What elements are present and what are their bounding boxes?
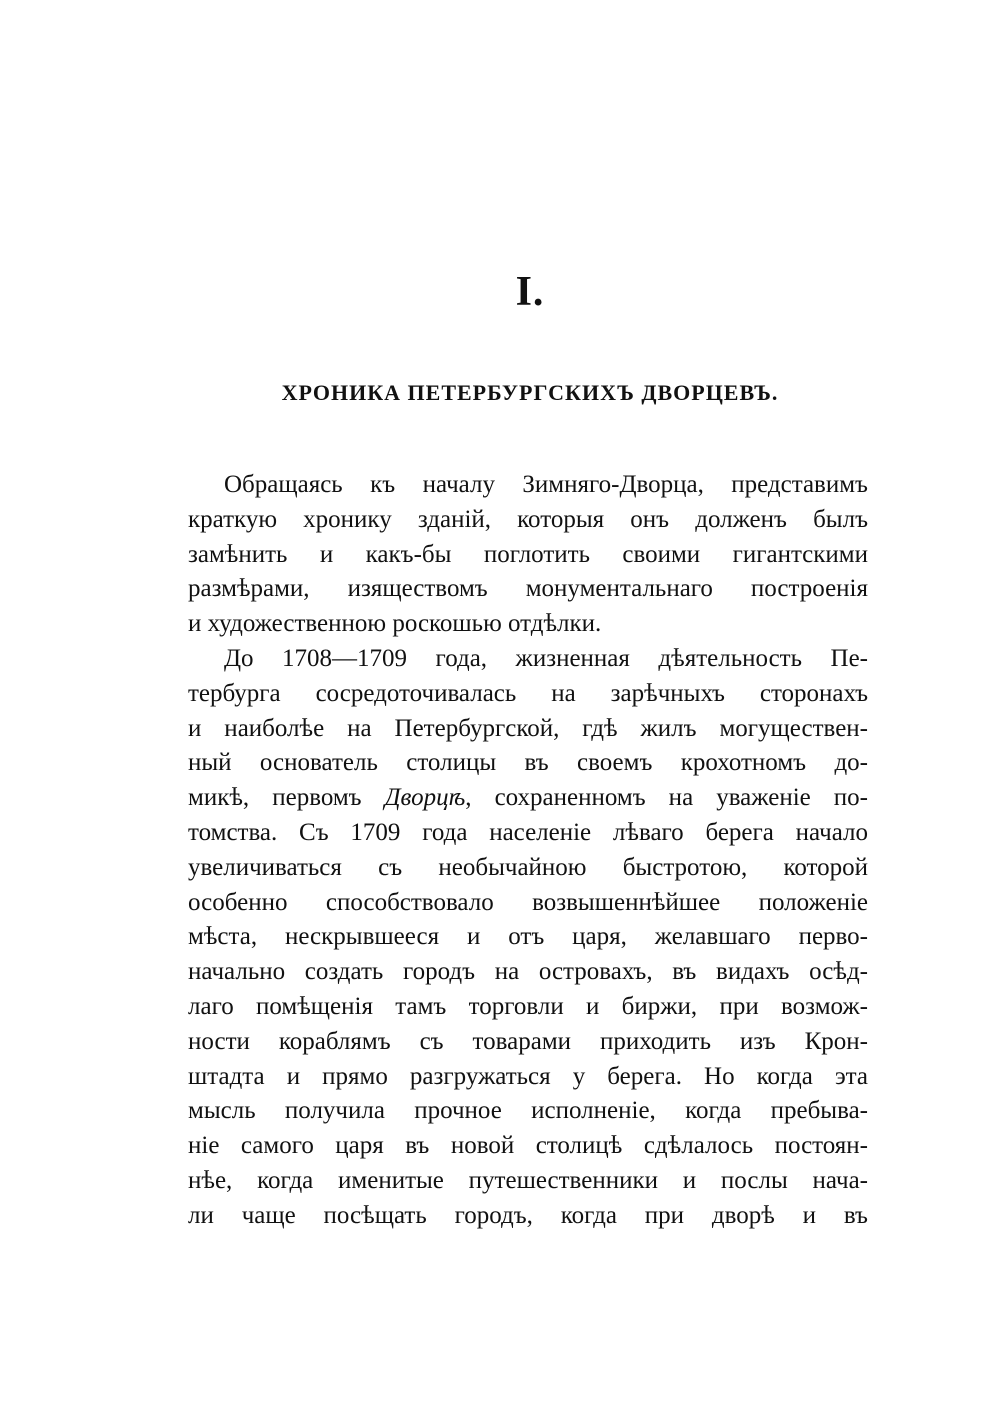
text-line: замѣнить и какъ-бы поглотить своими гигантскими [188, 540, 868, 568]
chapter-title: ХРОНИКА ПЕТЕРБУРГСКИХЪ ДВОРЦЕВЪ. [281, 380, 779, 405]
text-line: размѣрами, изяществомъ монументальнаго построенія [188, 575, 868, 603]
text-line: Обращаясь къ началу Зимняго-Дворца, представимъ [224, 471, 868, 498]
text-line: лаго помѣщенія тамъ торговли и биржи, при возмож- [188, 992, 868, 1020]
text-line: мѣста, нескрывшееся и отъ царя, желавшаго перво- [188, 923, 868, 951]
text-line: До 1708—1709 года, жизненная дѣятельность Пе- [224, 644, 868, 672]
text-line [188, 781, 868, 816]
text-line: и художественною роскошью отдѣлки. [188, 610, 602, 638]
text-line: увеличиваться съ необычайною быстротою, которой [188, 853, 868, 881]
text-line: ніе самого царя въ новой столицѣ сдѣлалось постоян- [188, 1132, 868, 1160]
text-line: нѣе, когда именитые путешественники и послы нача- [188, 1166, 868, 1194]
text-segment: микѣ, первомъ [188, 784, 362, 812]
text-line: мысль получила прочное исполненіе, когда пребыва- [188, 1097, 868, 1125]
chapter-number: I. [515, 269, 545, 315]
text-segment: , сохраненномъ на уваженіе по- [465, 784, 868, 812]
text-line: томства. Съ 1709 года населеніе лѣваго берега начало [188, 818, 868, 846]
text-line: и наиболѣе на Петербургской, гдѣ жилъ могуществен- [188, 714, 868, 742]
text-line: ный основатель столицы въ своемъ крохотномъ до- [188, 749, 868, 777]
text-line: особенно способствовало возвышеннѣйшее положеніе [188, 888, 868, 916]
body-text [188, 468, 868, 1234]
text-line: штадта и прямо разгружаться у берега. Но когда эта [188, 1062, 868, 1090]
text-line: краткую хронику зданій, которыя онъ долженъ былъ [188, 505, 868, 533]
italic-word: Дворцѣ [384, 784, 466, 812]
text-line: ности кораблямъ съ товарами приходить изъ Крон- [188, 1027, 868, 1055]
text-line: ли чаще посѣщать городъ, когда при дворѣ и въ [188, 1201, 868, 1229]
text-line: тербурга сосредоточивалась на зарѣчныхъ сторонахъ [188, 679, 868, 707]
text-line: начально создать городъ на островахъ, въ видахъ осѣд- [188, 958, 868, 986]
